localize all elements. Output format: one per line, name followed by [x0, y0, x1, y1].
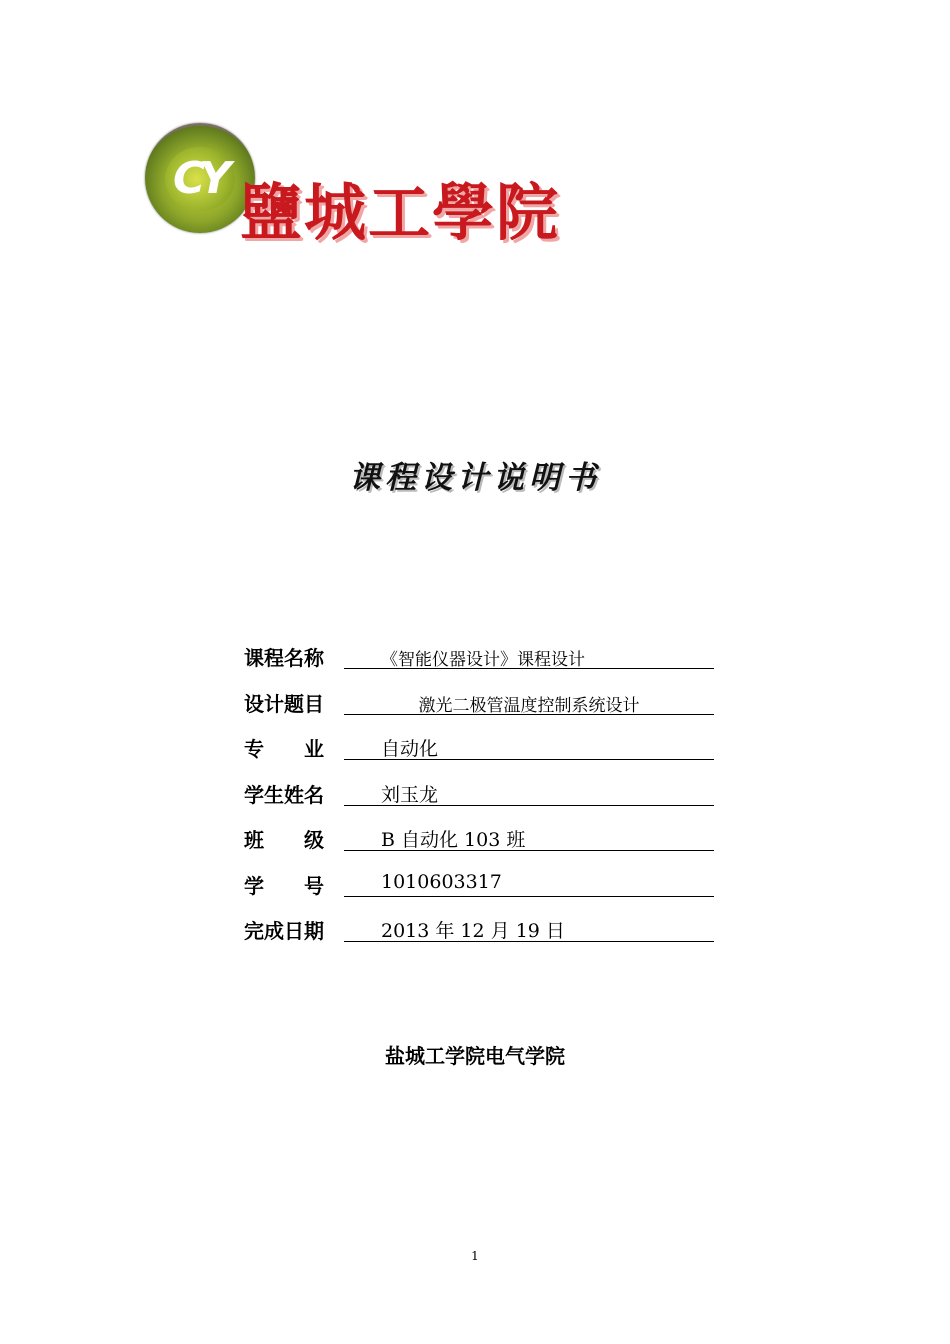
school-name-calligraphy: 鹽城工學院 — [240, 176, 561, 249]
seal-mark-icon: CY — [173, 153, 226, 204]
info-value-course-name: 《智能仪器设计》课程设计 — [381, 650, 585, 670]
info-label: 学 号 — [244, 873, 324, 898]
info-value-student-id: 1010603317 — [381, 870, 502, 893]
info-field — [344, 729, 714, 760]
document-title: 课程设计说明书 — [349, 460, 601, 496]
school-seal-icon — [145, 123, 255, 233]
info-row-student-id — [244, 866, 716, 912]
info-label: 完成日期 — [244, 919, 324, 943]
cover-info-form — [244, 638, 716, 957]
info-field — [344, 638, 714, 669]
info-label: 学生姓名 — [244, 782, 324, 807]
school-logo — [145, 123, 565, 253]
info-label: 课程名称 — [244, 646, 324, 670]
info-value-class: B 自动化 103 班 — [381, 829, 526, 851]
info-field — [344, 866, 714, 897]
info-field — [344, 911, 714, 942]
info-label: 班 级 — [244, 828, 324, 852]
info-row-design-topic — [244, 684, 716, 730]
info-row-course-name — [244, 638, 716, 684]
info-field — [344, 820, 714, 851]
info-label: 设计题目 — [244, 691, 324, 716]
info-row-student-name — [244, 775, 716, 821]
info-field — [344, 775, 714, 806]
info-value-student-name: 刘玉龙 — [381, 783, 439, 806]
organization-name: 盐城工学院电气学院 — [385, 1044, 565, 1068]
info-value-design-topic: 激光二极管温度控制系统设计 — [418, 695, 640, 716]
info-field — [344, 684, 714, 715]
info-value-completion-date: 2013 年 12 月 19 日 — [381, 920, 565, 942]
info-row-completion-date — [244, 911, 716, 957]
info-row-major — [244, 729, 716, 775]
page-number: 1 — [471, 1249, 479, 1263]
info-label: 专 业 — [244, 737, 324, 761]
info-row-class — [244, 820, 716, 866]
info-value-major: 自动化 — [381, 738, 439, 760]
